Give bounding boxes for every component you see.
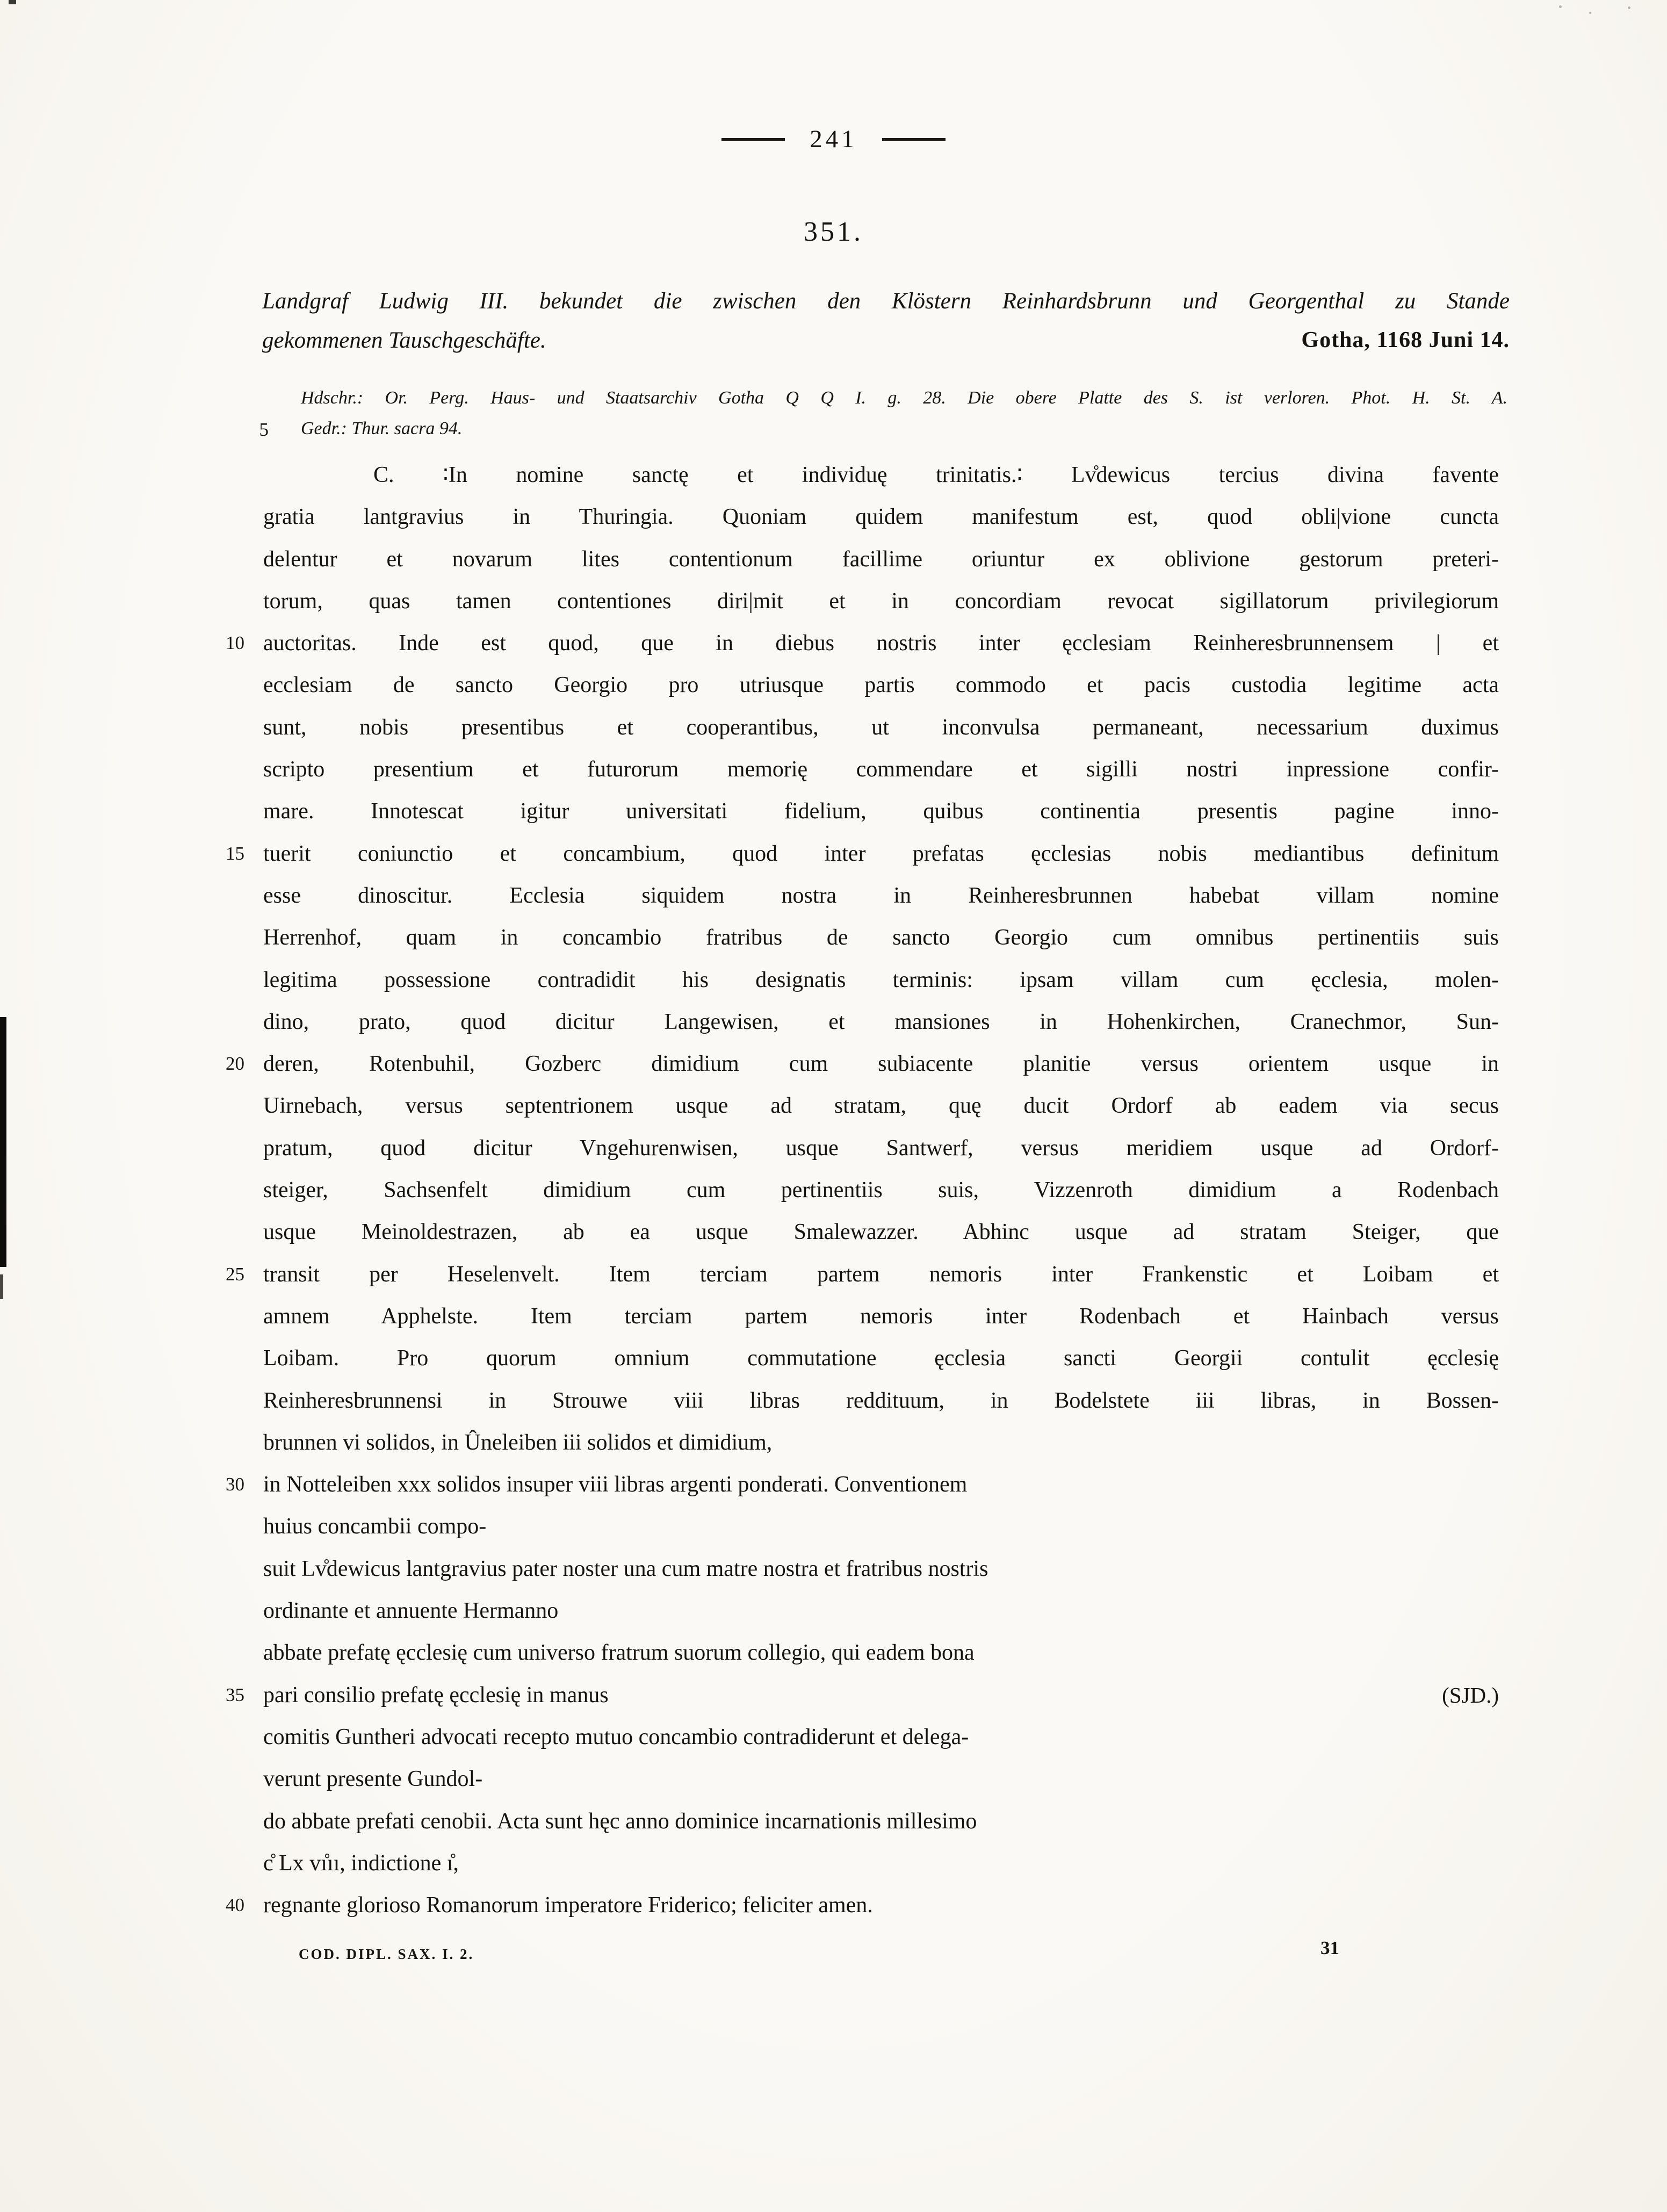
text-line [263, 454, 1499, 496]
line-text: esse dinoscitur. Ecclesia siquidem nostra in Reinheresbrunnen habebat villam nomine [263, 883, 1499, 908]
text-line [263, 1295, 1499, 1337]
line-text: pratum, quod dicitur Vngehurenwisen, usque Santwerf, versus meridiem usque ad Ordorf- [263, 1135, 1499, 1161]
text-line [263, 1758, 1499, 1800]
margin-line-number: 40 [226, 1894, 244, 1916]
margin-line-number: 10 [226, 632, 244, 654]
line-text: huius concambii compo- [263, 1514, 487, 1539]
sheet-number: 31 [1320, 1937, 1339, 1958]
text-line [263, 875, 1499, 917]
text-line [226, 622, 1499, 664]
text-line [263, 1380, 1499, 1422]
charter-text [226, 454, 1499, 1926]
text-line [263, 790, 1499, 832]
text-line [226, 1043, 1499, 1085]
text-line [263, 1505, 1499, 1547]
scan-speck [1589, 12, 1591, 14]
line-text: scripto presentium et futurorum memorię commendare et sigilli nostri inpressione confir- [263, 757, 1499, 782]
text-line [263, 1632, 1499, 1674]
margin-line-number: 5 [259, 419, 269, 440]
margin-line-number: 30 [226, 1474, 244, 1495]
text-line [226, 1253, 1499, 1295]
line-text: steiger, Sachsenfelt dimidium cum pertinentiis suis, Vizzenroth dimidium a Rodenbach [263, 1178, 1499, 1203]
text-line [263, 917, 1499, 959]
text-line [263, 748, 1499, 790]
document-number: 351. [804, 217, 863, 247]
line-text: Loibam. Pro quorum omnium commutatione ęcclesia sancti Georgii contulit ęcclesię [263, 1346, 1499, 1371]
text-line [263, 1337, 1499, 1379]
text-line [226, 1884, 1499, 1926]
text-line [226, 1674, 1499, 1716]
text-line [263, 1548, 1499, 1590]
page-header [0, 125, 1667, 154]
scan-speck [1559, 5, 1562, 8]
text-line [263, 1085, 1499, 1127]
charter-date: Gotha, 1168 Juni 14. [1301, 328, 1510, 352]
line-text: regnante glorioso Romanorum imperatore Friderico; feliciter amen. [263, 1893, 873, 1918]
scan-speck [1628, 6, 1630, 9]
line-text: do abbate prefati cenobii. Acta sunt hęc anno dominice incarnationis millesimo [263, 1808, 977, 1834]
line-text: verunt presente Gundol- [263, 1767, 483, 1792]
scan-corner-artifact [9, 0, 16, 4]
text-line [263, 538, 1499, 580]
headnote [259, 383, 1507, 444]
headnote-gedr: Gedr.: Thur. sacra 94. [301, 419, 463, 438]
line-text: usque Meinoldestrazen, ab ea usque Smalewazzer. Abhinc usque ad stratam Steiger, que [263, 1220, 1499, 1245]
margin-line-number: 20 [226, 1053, 244, 1075]
text-line [263, 496, 1499, 538]
text-line [263, 1842, 1499, 1884]
line-text: Herrenhof, quam in concambio fratribus de sancto Georgio cum omnibus pertinentiis suis [263, 925, 1499, 950]
line-text: torum, quas tamen contentiones diri|mit et in concordiam revocat sigillatorum privilegiorum [263, 588, 1499, 614]
line-text: comitis Guntheri advocati recepto mutuo concambio contradiderunt et delega- [263, 1724, 969, 1749]
line-text: ordinante et annuente Hermanno [263, 1598, 559, 1624]
line-text: in Notteleiben xxx solidos insuper viii libras argenti ponderati. Conventionem [263, 1472, 968, 1497]
line-text: delentur et novarum lites contentionum facillime oriuntur ex oblivione gestorum preteri- [263, 546, 1499, 572]
scribe-note: (SJD.) [1442, 1682, 1499, 1707]
line-text: gratia lantgravius in Thuringia. Quoniam quidem manifestum est, quod obli|vione cuncta [263, 505, 1499, 530]
line-text: c̊ Lx vı̊ıı, indictione ı̊, [263, 1850, 459, 1876]
headnote-gedr-row [259, 413, 1507, 444]
regest [262, 282, 1510, 360]
headnote-hdschr: Hdschr.: Or. Perg. Haus- und Staatsarchiv Gotha Q Q I. g. 28. Die obere Platte des S. ist verloren. Phot. H. St. A. [301, 388, 1507, 408]
line-text: ecclesiam de sancto Georgio pro utriusque partis commodo et pacis custodia legitime acta [263, 673, 1499, 698]
margin-line-number: 15 [226, 842, 244, 864]
line-text: Uirnebach, versus septentrionem usque ad stratam, quę ducit Ordorf ab eadem via secus [263, 1093, 1499, 1119]
regest-line-2-text: gekommenen Tauschgeschäfte. [262, 328, 546, 353]
header-rule-left [721, 138, 785, 141]
page-number: 241 [810, 125, 857, 153]
scan-edge-artifact [0, 1017, 6, 1267]
line-text: pari consilio prefatę ęcclesię in manus [263, 1682, 609, 1707]
line-text: legitima possessione contradidit his designatis terminis: ipsam villam cum ęcclesia, molen- [263, 967, 1499, 992]
header-rule-right [882, 138, 946, 141]
line-text: amnem Apphelste. Item terciam partem nemoris inter Rodenbach et Hainbach versus [263, 1303, 1499, 1329]
text-line [263, 707, 1499, 748]
line-text: brunnen vi solidos, in Ûneleiben iii solidos et dimidium, [263, 1430, 773, 1455]
scan-edge-artifact-small [0, 1274, 3, 1299]
text-line [263, 1422, 1499, 1464]
line-text: mare. Innotescat igitur universitati fidelium, quibus continentia presentis pagine inno- [263, 799, 1499, 824]
line-text: abbate prefatę ęcclesię cum universo fratrum suorum collegio, qui eadem bona [263, 1640, 975, 1666]
line-text: auctoritas. Inde est quod, que in diebus nostris inter ęcclesiam Reinheresbrunnensem | et [263, 631, 1499, 656]
line-text: tuerit coniunctio et concambium, quod inter prefatas ęcclesias nobis mediantibus definitum [263, 841, 1499, 866]
series-signature: COD. DIPL. SAX. I. 2. [299, 1946, 474, 1962]
line-text: deren, Rotenbuhil, Gozberc dimidium cum subiacente planitie versus orientem usque in [263, 1051, 1499, 1077]
margin-line-number: 25 [226, 1263, 244, 1285]
text-line [226, 1464, 1499, 1505]
text-line [263, 1127, 1499, 1169]
line-text: dino, prato, quod dicitur Langewisen, et mansiones in Hohenkirchen, Cranechmor, Sun- [263, 1009, 1499, 1034]
text-line [263, 1716, 1499, 1758]
regest-line-1: Landgraf Ludwig III. bekundet die zwischen den Klöstern Reinhardsbrunn und Georgenthal zu Stande [262, 289, 1510, 314]
text-line [263, 1211, 1499, 1253]
regest-line-2 [262, 321, 1510, 360]
text-line [263, 1800, 1499, 1842]
text-line [226, 833, 1499, 875]
text-line [263, 959, 1499, 1001]
line-text: suit Lv̊dewicus lantgravius pater noster una cum matre nostra et fratribus nostris [263, 1556, 988, 1581]
text-line [263, 664, 1499, 706]
line-text: C. ∶In nomine sanctę et individuę trinitatis.∶ Lv̊dewicus tercius divina favente [373, 463, 1499, 487]
margin-line-number: 35 [226, 1684, 244, 1705]
text-line [263, 580, 1499, 622]
text-line [263, 1590, 1499, 1632]
text-line [263, 1001, 1499, 1043]
line-text: sunt, nobis presentibus et cooperantibus, ut inconvulsa permaneant, necessarium duximus [263, 715, 1499, 740]
text-line [263, 1169, 1499, 1211]
line-text: transit per Heselenvelt. Item terciam partem nemoris inter Frankenstic et Loibam et [263, 1262, 1499, 1287]
line-text: Reinheresbrunnensi in Strouwe viii libras reddituum, in Bodelstete iii libras, in Bossen- [263, 1388, 1499, 1413]
